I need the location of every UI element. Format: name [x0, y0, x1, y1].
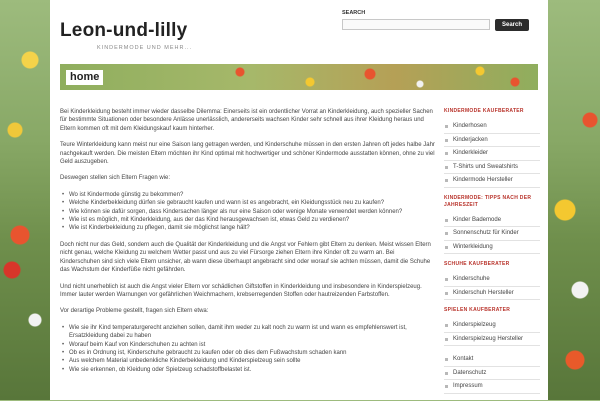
site-title[interactable]: Leon-und-lilly: [60, 20, 188, 41]
sidebar-heading: KINDERMODE KAUFBERATER: [444, 108, 524, 114]
sidebar-item-kindermode-hersteller[interactable]: Kindermode Hersteller: [444, 174, 540, 188]
paragraph: Deswegen stellen sich Eltern Fragen wie:: [60, 175, 171, 182]
sidebar-item-impressum[interactable]: Impressum: [444, 380, 540, 394]
search-input[interactable]: [342, 19, 490, 30]
sidebar-heading: SCHUHE KAUFBERATER: [444, 261, 510, 267]
sidebar-item-kinderschuh-hersteller[interactable]: Kinderschuh Hersteller: [444, 287, 540, 301]
sidebar: [444, 108, 540, 401]
list-item: • Worauf beim Kauf von Kinderschuhen zu achten ist: [69, 341, 436, 349]
sidebar-item-kinderhosen[interactable]: Kinderhosen: [444, 120, 540, 134]
site-tagline: KINDERMODE UND MEHR...: [97, 45, 193, 51]
sidebar-item-datenschutz[interactable]: Datenschutz: [444, 367, 540, 381]
sidebar-item-kinderjacken[interactable]: Kinderjacken: [444, 134, 540, 148]
list-item: • Wie ist es möglich, mit Kinderkleidung, aus der das Kind herausgewachsen ist, etwas Geld zu verdienen?: [69, 216, 436, 224]
sidebar-list: [444, 214, 540, 255]
list-item: • Wo ist Kindermode günstig zu bekommen?: [69, 191, 436, 199]
sidebar-list: [444, 319, 540, 346]
list-item: • Ob es in Ordnung ist, Kinderschuhe gebraucht zu kaufen oder ob dies dem Fußwachstum schaden kann: [69, 349, 436, 357]
search-label: SEARCH: [342, 10, 366, 16]
paragraph: Doch nicht nur das Geld, sondern auch die Qualität der Kinderkleidung und die Angst vor Fehlern gibt Eltern zu denken. Meist wissen Eltern nicht genau, welche Kleidung zu welchem Wetter passt und aus zu viel Fürsorge ziehen Eltern ihre Kinder oft zu warm an. Bei Kinderschuhen sind sich viele Eltern unsicher, ab wann diese überhaupt angebracht sind oder worauf sie achten müssen, damit die Schuhe das Wachstum der Kinderfüße nicht gefährden.: [60, 241, 431, 274]
paragraph: Bei Kinderkleidung besteht immer wieder dasselbe Dilemma: Einerseits ist ein ordentlicher Vorrat an Kinderkleidung, auch spezieller Sachen für bestimmte Situationen oder besondere Anlässe unerlässlich, andererseits wachsen Kinder sehr schnell aus ihrer Kleidung heraus und Eltern kommen oft mit dem Kleidungskauf kaum hinterher.: [60, 109, 433, 132]
paragraph: Und nicht unerheblich ist auch die Angst vieler Eltern vor schädlichen Giftstoffen in Kinderkleidung und insbesondere in Kinderspielzeug. Immer lauter werden Warnungen vor gefährlichen Weichmachern, krebserregenden Stoffen oder hautreizenden Farbstoffen.: [60, 283, 422, 298]
sidebar-item-kontakt[interactable]: Kontakt: [444, 353, 540, 367]
question-list: [60, 191, 436, 233]
sidebar-item-kinderspielzeug[interactable]: Kinderspielzeug: [444, 319, 540, 333]
list-item: • Wie sie ihr Kind temperaturgerecht anziehen sollen, damit ihm weder zu kalt noch zu warm ist und wann es empfehlenswert ist, Ersatzkleidung dabei zu haben: [69, 324, 436, 341]
list-item: • Wie ist Kinderbekleidung zu pflegen, damit sie möglichst lange hält?: [69, 224, 436, 232]
paragraph: Vor derartige Probleme gestellt, fragen sich Eltern etwa:: [60, 308, 209, 315]
main-content: [60, 108, 436, 382]
sidebar-item-bademode[interactable]: Kinder Bademode: [444, 214, 540, 228]
sidebar-heading: SPIELEN KAUFBERATER: [444, 307, 511, 313]
list-item: • Wie können sie dafür sorgen, dass Kindersachen länger als nur eine Saison oder wenige Monate verwendet werden können?: [69, 208, 436, 216]
sidebar-item-kinderkleider[interactable]: Kinderkleider: [444, 147, 540, 161]
page-container: [50, 0, 548, 400]
list-item: • Welche Kinderbekleidung dürfen sie gebraucht kaufen und wann ist es angebracht, ein Kleidungsstück neu zu kaufen?: [69, 199, 436, 207]
search-button[interactable]: Search: [495, 19, 529, 31]
sidebar-heading: KINDERMODE: TIPPS NACH DER JAHRESZEIT: [444, 194, 532, 208]
sidebar-item-t-shirts[interactable]: T-Shirts und Sweatshirts: [444, 161, 540, 175]
header-banner: [60, 64, 538, 90]
sidebar-item-kinderspielzeug-hersteller[interactable]: Kinderspielzeug Hersteller: [444, 333, 540, 347]
sidebar-footer-links: [444, 353, 540, 394]
sidebar-list: [444, 273, 540, 300]
sidebar-item-kinderschuhe[interactable]: Kinderschuhe: [444, 273, 540, 287]
sidebar-item-sonnenschutz[interactable]: Sonnenschutz für Kinder: [444, 227, 540, 241]
list-item: • Wie sie erkennen, ob Kleidung oder Spielzeug schadstoffbelastet ist.: [69, 366, 436, 374]
page-title: home: [66, 70, 103, 85]
paragraph: Teure Winterkleidung kann meist nur eine Saison lang getragen werden, und Kinderschuhe müssen in den ersten Jahren oft jedes halbe Jahr nachgekauft werden. Die meisten Eltern möchten ihr Kind optimal mit hochwertiger und schöner Kindermode ausstatten können, ohne zu viel Geld auszugeben.: [60, 142, 435, 166]
list-item: • Aus welchem Material unbedenkliche Kinderbekleidung und Kinderspielzeug sein sollte: [69, 357, 436, 365]
sidebar-list: [444, 120, 540, 188]
question-list-2: [60, 324, 436, 374]
sidebar-item-winterkleidung[interactable]: Winterkleidung: [444, 241, 540, 255]
